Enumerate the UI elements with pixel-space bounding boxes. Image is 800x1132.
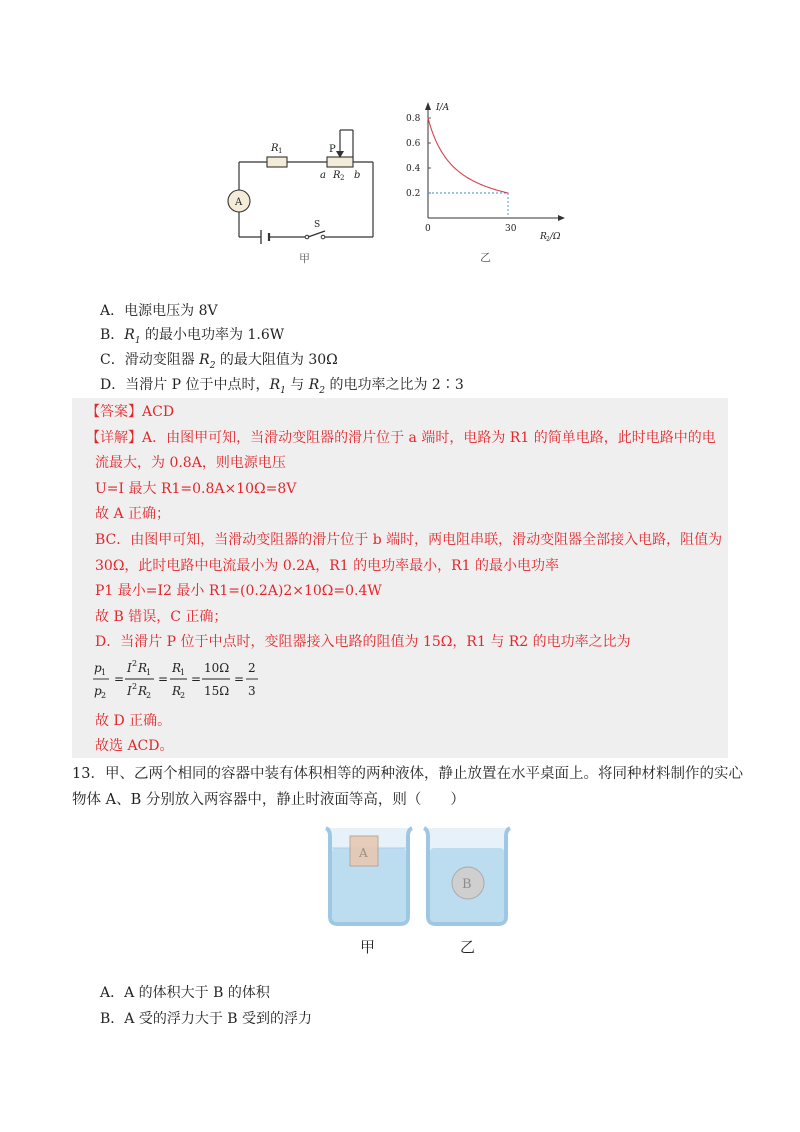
y-tick-label: 0.4 [406, 164, 421, 174]
p-label: P [329, 144, 336, 155]
svg-text:2: 2 [340, 174, 345, 182]
q12-option-a: A．电源电压为 8V [100, 303, 218, 319]
answer-line: 30Ω，此时电路中电流最小为 0.2A，R1 的电功率最小，R1 的最小电功率 [95, 558, 560, 574]
answer-line: P1 最小=I2 最小 R1=(0.2A)2×10Ω=0.4W [95, 583, 382, 599]
answer-line: BC．由图甲可知，当滑动变阻器的滑片位于 b 端时，两电阻串联，滑动变阻器全部接入电路，阻值为 [95, 532, 723, 548]
svg-text:=: = [191, 672, 202, 686]
r2-resistor [327, 157, 353, 167]
svg-text:/Ω: /Ω [550, 232, 561, 242]
curve-point [481, 184, 482, 185]
b-label: b [354, 170, 361, 181]
x-tick-label: 30 [505, 224, 517, 234]
svg-text:=: = [114, 672, 125, 686]
answer-line: D．当滑片 P 位于中点时，变阻器接入电路的阻值为 15Ω，R1 与 R2 的电功率之比为 [95, 634, 631, 650]
svg-text:10Ω: 10Ω [204, 661, 230, 675]
q13-option-b: B．A 受的浮力大于 B 受到的浮力 [100, 1011, 313, 1027]
svg-text:p: p [94, 684, 102, 698]
x-tick-label: 0 [425, 224, 431, 234]
y-tick-label: 0.6 [406, 139, 421, 149]
answer-line: 流最大，为 0.8A，则电源电压 [95, 455, 286, 471]
svg-text:2: 2 [146, 691, 152, 700]
y-tick-label: 0.8 [406, 114, 421, 124]
curve-point [454, 167, 455, 168]
svg-text:=: = [234, 672, 245, 686]
r1-resistor [267, 157, 287, 167]
svg-text:1: 1 [101, 668, 107, 677]
svg-text:2: 2 [180, 691, 186, 700]
svg-text:2: 2 [132, 682, 138, 691]
svg-text:I: I [127, 684, 132, 698]
svg-text:R: R [138, 684, 148, 698]
svg-text:1: 1 [146, 668, 152, 677]
svg-text:2: 2 [101, 691, 107, 700]
svg-text:R: R [172, 684, 182, 698]
r2-label: R [333, 170, 341, 181]
y-axis-arrow-icon [425, 102, 431, 110]
curve-point [507, 192, 508, 193]
svg-text:2: 2 [132, 659, 138, 668]
x-axis-arrow-icon [558, 215, 565, 221]
svg-text:I: I [127, 661, 132, 675]
beaker-jia [326, 828, 412, 924]
q13-option-a: A．A 的体积大于 B 的体积 [100, 985, 270, 1001]
svg-text:3: 3 [248, 684, 256, 698]
switch-label: S [314, 220, 321, 230]
beakers-figure [320, 820, 520, 960]
beaker-yi [424, 828, 510, 924]
q12-option-b: B．$R_1$ 的最小电功率为 1.6W [100, 327, 285, 346]
q12-option-c: C．滑动变阻器 $R_2$ 的最大阻值为 30Ω [100, 352, 338, 371]
answer-line: 故选 ACD。 [95, 738, 174, 754]
answer-line: 故 D 正确。 [95, 713, 172, 729]
svg-text:2: 2 [248, 661, 256, 675]
svg-text:1: 1 [278, 147, 283, 155]
y-axis-label: I/A [436, 103, 450, 113]
svg-text:1: 1 [180, 668, 186, 677]
answer-line: U=I 最大 R1=0.8A×10Ω=8V [95, 481, 297, 497]
current-curve [428, 118, 508, 193]
question-13-line: 13．甲、乙两个相同的容器中装有体积相等的两种液体，静止放置在水平桌面上。将同种材料制作的实心 [72, 766, 743, 782]
answer-line: 【答案】ACD [86, 404, 175, 420]
curve-point [467, 177, 468, 178]
curve-point [441, 151, 442, 152]
answer-line: 故 A 正确； [95, 506, 171, 522]
circuit-diagram [225, 120, 385, 270]
a-label: a [320, 170, 326, 181]
answer-line: 故 B 错误，C 正确； [95, 609, 228, 625]
question-13-line: 物体 A、B 分别放入两容器中，静止时液面等高，则（ ） [72, 792, 465, 808]
block-a-label: A [359, 846, 368, 860]
svg-text:R: R [172, 661, 182, 675]
power-ratio-formula [92, 656, 272, 702]
answer-line: 【详解】A．由图甲可知，当滑动变阻器的滑片位于 a 端时，电路为 R1 的简单电路，此时电路中的电 [86, 430, 716, 446]
svg-text:R: R [138, 661, 148, 675]
ammeter-label: A [235, 197, 243, 208]
svg-text:p: p [94, 661, 102, 675]
svg-text:=: = [158, 672, 169, 686]
r1-label: R [271, 143, 279, 154]
caption-yi: 乙 [460, 938, 476, 956]
q12-option-d: D．当滑片 P 位于中点时，$R_1$ 与 $R_2$ 的电功率之比为 2∶3 [100, 377, 464, 396]
curve-point [427, 117, 428, 118]
ball-b-label: B [462, 877, 472, 892]
caption-jia: 甲 [360, 938, 376, 956]
svg-text:15Ω: 15Ω [204, 684, 230, 698]
current-resistance-graph [400, 95, 575, 265]
svg-text:2: 2 [546, 236, 550, 243]
graph-caption: 乙 [480, 251, 491, 264]
x-axis-label: R [540, 232, 547, 242]
circuit-caption: 甲 [299, 252, 310, 265]
y-tick-label: 0.2 [406, 189, 421, 199]
curve-point [494, 189, 495, 190]
